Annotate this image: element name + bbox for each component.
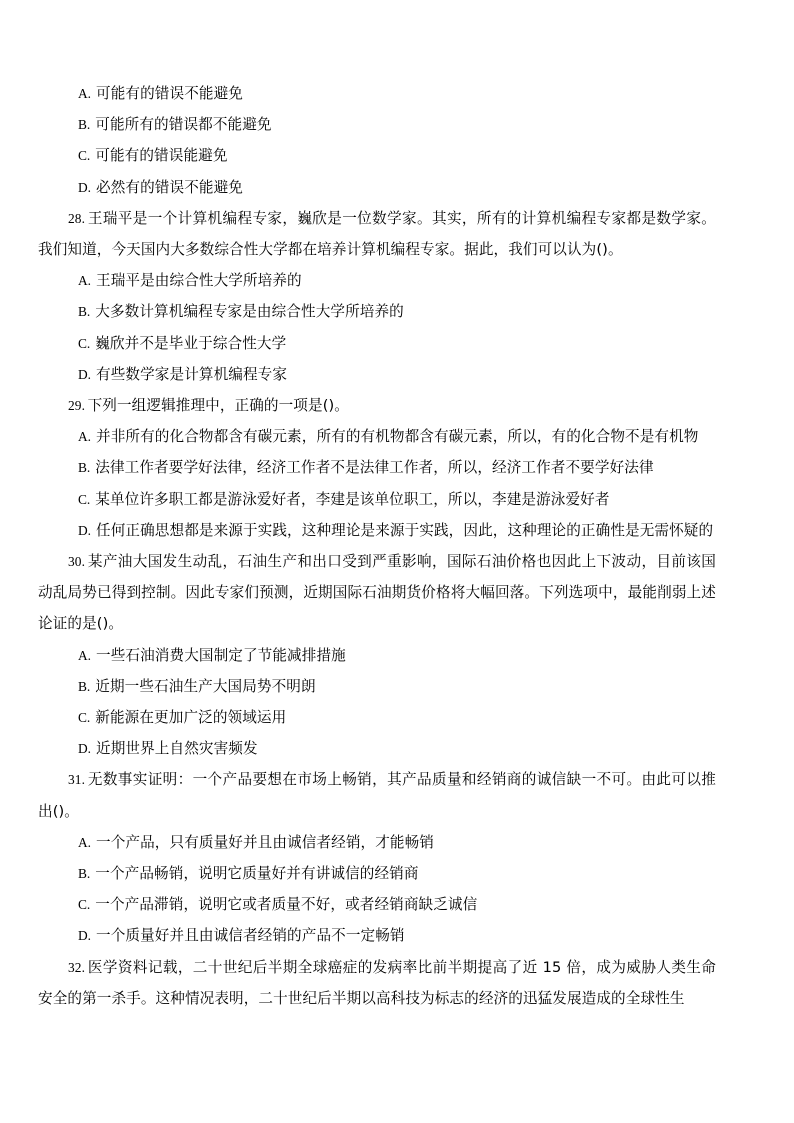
q29-option-d-letter: D. bbox=[78, 522, 92, 538]
q29-option-c bbox=[38, 484, 716, 515]
q29-option-b bbox=[38, 452, 716, 483]
question-31-stem-text: 无数事实证明：一个产品要想在市场上畅销，其产品质量和经销商的诚信缺一不可。由此可以推出()。 bbox=[38, 771, 716, 820]
q27-option-b-letter: B. bbox=[78, 117, 91, 133]
question-32-stem-number: 32. bbox=[68, 959, 86, 975]
q28-option-c bbox=[38, 328, 716, 359]
q31-option-d-letter: D. bbox=[78, 928, 92, 944]
q28-option-c-letter: C. bbox=[78, 335, 91, 351]
document-body bbox=[38, 78, 716, 1014]
q27-option-d bbox=[38, 172, 716, 203]
q29-option-a-text: 并非所有的化合物都含有碳元素，所有的有机物都含有碳元素，所以，有的化合物不是有机物 bbox=[96, 428, 699, 446]
question-28-stem-text: 王瑞平是一个计算机编程专家，巍欣是一位数学家。其实，所有的计算机编程专家都是数学家。我们知道，今天国内大多数综合性大学都在培养计算机编程专家。据此，我们可以认为()。 bbox=[38, 209, 716, 259]
q28-option-a bbox=[38, 265, 716, 296]
question-32-stem bbox=[38, 952, 716, 1014]
q27-option-d-text: 必然有的错误不能避免 bbox=[96, 178, 243, 196]
q30-option-c bbox=[38, 702, 716, 733]
question-31-stem-number: 31. bbox=[68, 772, 86, 788]
q29-option-d-text: 任何正确思想都是来源于实践，这种理论是来源于实践，因此，这种理论的正确性是无需怀疑的 bbox=[96, 521, 714, 539]
question-28-stem bbox=[38, 203, 716, 265]
q28-option-a-text: 王瑞平是由综合性大学所培养的 bbox=[96, 272, 302, 290]
question-29-stem-number: 29. bbox=[68, 398, 86, 414]
q30-option-b bbox=[38, 671, 716, 702]
question-31-stem bbox=[38, 764, 716, 826]
q28-option-b-text: 大多数计算机编程专家是由综合性大学所培养的 bbox=[95, 303, 404, 321]
question-28-stem-number: 28. bbox=[68, 210, 86, 226]
question-29-stem bbox=[38, 390, 716, 421]
q28-option-c-text: 巍欣并不是毕业于综合性大学 bbox=[95, 334, 287, 352]
q31-option-b-letter: B. bbox=[78, 866, 91, 882]
q30-option-d-text: 近期世界上自然灾害频发 bbox=[96, 740, 258, 758]
q31-option-b-text: 一个产品畅销，说明它质量好并有讲诚信的经销商 bbox=[95, 865, 419, 883]
question-30-stem-text: 某产油大国发生动乱，石油生产和出口受到严重影响，国际石油价格也因此上下波动，目前该国动乱局势已得到控制。因此专家们预测，近期国际石油期货价格将大幅回落。下列选项中，最能削弱上述论证的是()。 bbox=[38, 553, 716, 633]
q29-option-b-letter: B. bbox=[78, 460, 91, 476]
q31-option-c bbox=[38, 889, 716, 920]
q30-option-d bbox=[38, 733, 716, 764]
q29-option-b-text: 法律工作者要学好法律，经济工作者不是法律工作者，所以，经济工作者不要学好法律 bbox=[95, 459, 654, 477]
q31-option-a bbox=[38, 827, 716, 858]
q28-option-b bbox=[38, 296, 716, 327]
q31-option-d bbox=[38, 920, 716, 951]
q31-option-d-text: 一个质量好并且由诚信者经销的产品不一定畅销 bbox=[96, 927, 405, 945]
q30-option-c-letter: C. bbox=[78, 710, 91, 726]
q31-option-c-letter: C. bbox=[78, 897, 91, 913]
q27-option-c-letter: C. bbox=[78, 148, 91, 164]
q30-option-a-text: 一些石油消费大国制定了节能减排措施 bbox=[96, 646, 346, 664]
q29-option-a-letter: A. bbox=[78, 429, 92, 445]
q27-option-a bbox=[38, 78, 716, 109]
question-30-stem bbox=[38, 546, 716, 640]
q31-option-a-text: 一个产品，只有质量好并且由诚信者经销，才能畅销 bbox=[96, 833, 434, 851]
question-30-stem-number: 30. bbox=[68, 554, 86, 570]
q31-option-c-text: 一个产品滞销，说明它或者质量不好，或者经销商缺乏诚信 bbox=[95, 896, 478, 914]
q31-option-b bbox=[38, 858, 716, 889]
q27-option-b bbox=[38, 109, 716, 140]
q30-option-a bbox=[38, 640, 716, 671]
q27-option-d-letter: D. bbox=[78, 179, 92, 195]
q30-option-c-text: 新能源在更加广泛的领域运用 bbox=[95, 709, 287, 727]
q30-option-b-letter: B. bbox=[78, 678, 91, 694]
q30-option-a-letter: A. bbox=[78, 647, 92, 663]
q28-option-d-letter: D. bbox=[78, 366, 92, 382]
q27-option-c bbox=[38, 140, 716, 171]
q28-option-a-letter: A. bbox=[78, 273, 92, 289]
q28-option-b-letter: B. bbox=[78, 304, 91, 320]
q27-option-b-text: 可能所有的错误都不能避免 bbox=[95, 116, 272, 134]
q30-option-b-text: 近期一些石油生产大国局势不明朗 bbox=[95, 677, 316, 695]
q30-option-d-letter: D. bbox=[78, 741, 92, 757]
question-32-stem-text: 医学资料记载，二十世纪后半期全球癌症的发病率比前半期提高了近 15 倍，成为威胁人类生命安全的第一杀手。这种情况表明，二十世纪后半期以高科技为标志的经济的迅猛发展造成的全球性生 bbox=[38, 958, 716, 1007]
q28-option-d-text: 有些数学家是计算机编程专家 bbox=[96, 365, 288, 383]
q28-option-d bbox=[38, 359, 716, 390]
q29-option-d bbox=[38, 515, 716, 546]
q29-option-c-text: 某单位许多职工都是游泳爱好者，李建是该单位职工，所以，李建是游泳爱好者 bbox=[95, 490, 610, 508]
question-29-stem-text: 下列一组逻辑推理中，正确的一项是()。 bbox=[87, 397, 349, 415]
q27-option-a-letter: A. bbox=[78, 86, 92, 101]
q29-option-a bbox=[38, 421, 716, 452]
q27-option-c-text: 可能有的错误能避免 bbox=[95, 147, 228, 165]
q31-option-a-letter: A. bbox=[78, 834, 92, 850]
q29-option-c-letter: C. bbox=[78, 491, 91, 507]
q27-option-a-text: 可能有的错误不能避免 bbox=[96, 85, 243, 102]
